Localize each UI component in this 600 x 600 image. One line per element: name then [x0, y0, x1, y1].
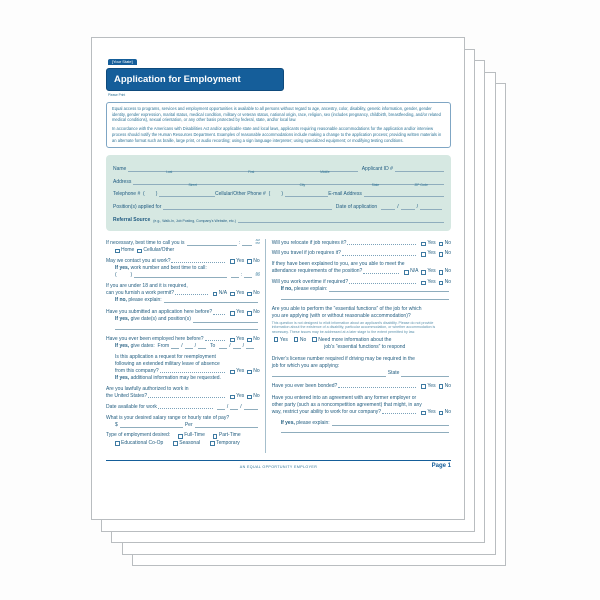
- essential-yes-checkbox[interactable]: [274, 337, 279, 342]
- overtime-yes-checkbox[interactable]: [421, 281, 426, 286]
- noncompete-line3: way, restrict your ability to work for our company? Yes No: [271, 409, 451, 416]
- to-year-line[interactable]: [246, 343, 254, 349]
- time-colon: :: [238, 239, 241, 246]
- authorized-line1: Are you lawfully authorized to work in: [106, 385, 189, 392]
- noncompete-explain-blank2[interactable]: [281, 427, 449, 433]
- address-zip-line[interactable]: [398, 178, 444, 185]
- position-row: [113, 197, 444, 210]
- authorized-yes-checkbox[interactable]: [230, 395, 235, 400]
- page-number: Page 1: [431, 462, 451, 469]
- essential-more-info-checkbox[interactable]: [312, 337, 317, 342]
- work-time-minute-line[interactable]: [244, 272, 252, 278]
- page-footer: [106, 460, 451, 473]
- street-sublabel: Street: [188, 182, 197, 187]
- educational-coop-checkbox[interactable]: [115, 441, 120, 446]
- home-checkbox[interactable]: [115, 249, 120, 254]
- under18-question-line2: can you furnish a work permit? N/A Yes No: [106, 289, 260, 296]
- app-date-day-line[interactable]: [401, 204, 415, 210]
- essential-functions-answers: Yes No Need more information about the job’s “essential functions” to respond: [272, 337, 451, 350]
- telephone-label: Telephone # ( ): [113, 191, 158, 198]
- best-time-minutes-line[interactable]: [242, 240, 252, 246]
- name-middle-sublabel: Middle: [320, 170, 330, 175]
- authorized-no-checkbox[interactable]: [247, 395, 252, 400]
- salary-question: What is your desired salary range or hourly rate of pay?: [106, 414, 230, 421]
- employed-no-checkbox[interactable]: [247, 338, 252, 343]
- license-state-blank[interactable]: [401, 371, 449, 377]
- overtime-question: Will you work overtime if required? Yes No: [271, 279, 451, 285]
- address-street-line[interactable]: [133, 178, 252, 185]
- equal-opportunity-note: AN EQUAL OPPORTUNITY EMPLOYER: [239, 464, 318, 469]
- employment-type-line2: Educational Co-Op Seasonal Temporary: [115, 439, 260, 446]
- noncompete-line1: Have you entered into an agreement with any former employer or: [271, 394, 417, 401]
- ada-paragraph: In accordance with the Americans with Disabilities Act and/or applicable state and local laws, applicants requiring reasonable accommodations for the application and/or interview process should notify the Human Resources Department. Examples of reasonable accommodations include making a change to the application process; providing written materials in an alternate format such as braille, large print, or audio recording; using a sign language interpreter; using specialized equipment; or modifying testing conditions.: [112, 126, 442, 143]
- name-last-line[interactable]: [128, 165, 210, 175]
- noncompete-explain-line: If yes, please explain:: [281, 419, 451, 426]
- phone-type-options: Home Cellular/Other: [115, 246, 260, 253]
- best-time-line[interactable]: [187, 240, 237, 246]
- referral-hint: (e.g., Walk-In, Job Posting, Company’s Website, etc.): [153, 218, 236, 223]
- from-year-line[interactable]: [198, 343, 206, 349]
- work-number-prompt: If yes, work number and best time to call:: [115, 264, 207, 271]
- reemployment-line3: from this company? Yes No: [115, 368, 260, 375]
- app-date-year-line[interactable]: [420, 204, 442, 210]
- work-number-blank[interactable]: [134, 272, 227, 278]
- travel-question: Will you travel if job requires it? Yes No: [271, 250, 451, 257]
- temporary-checkbox[interactable]: [210, 441, 215, 446]
- name-label: Name: [113, 166, 127, 173]
- applicant-id-label: Applicant ID #: [361, 166, 393, 173]
- permit-explain-line: If no, please explain:: [115, 296, 260, 303]
- bonded-question: Have you ever been bonded? Yes No: [271, 382, 451, 389]
- applied-detail-blank[interactable]: [193, 317, 258, 323]
- overtime-no-checkbox[interactable]: [439, 281, 444, 286]
- applied-detail-blank2[interactable]: [115, 324, 258, 330]
- address-state-line[interactable]: [353, 178, 399, 185]
- license-entry-line: State: [272, 369, 451, 376]
- state-tag: [Your State]: [108, 59, 137, 66]
- ampm-label: AM PM: [255, 239, 260, 246]
- reemployment-line1: Is this application a request for reemployment: [115, 353, 216, 360]
- disclaimer-box: [106, 102, 451, 148]
- salary-amount-line[interactable]: [120, 422, 183, 428]
- reemployment-note: If yes, additional information may be requested.: [115, 375, 221, 382]
- attendance-line2: attendance requirements of the position? N/A Yes No: [271, 268, 451, 275]
- permit-explain-blank[interactable]: [164, 297, 258, 303]
- attendance-yes-checkbox[interactable]: [421, 270, 426, 275]
- employment-type-line1: Type of employment desired: Full-Time Part-Time: [106, 432, 241, 439]
- state-sublabel: State: [371, 182, 380, 187]
- reemployment-no-checkbox[interactable]: [247, 370, 252, 375]
- cellular-line[interactable]: [285, 190, 328, 197]
- date-slash: /: [416, 203, 418, 210]
- equal-access-paragraph: Equal access to programs, services and employment opportunities is available to all persons without regard to age, ancestry, color, disability, genetic information, gender, gender identity, gender expression, marital status, medical condition, military or veteran status, national origin, race, religion, sex (includes pregnancy, childbirth, breastfeeding, and/or related medical conditions), sexual orientation, or any other basis protected by federal, state, and/or local law.: [112, 106, 441, 123]
- travel-yes-checkbox[interactable]: [421, 252, 426, 257]
- applied-detail-line2: [106, 323, 260, 330]
- noncompete-line2: other party (such as a noncompetition agreement) that might, in any: [271, 401, 422, 408]
- contact-work-yes-checkbox[interactable]: [230, 259, 235, 264]
- license-line2: job for which you are applying:: [271, 363, 340, 370]
- to-month-line[interactable]: [219, 343, 227, 349]
- noncompete-explain-blank[interactable]: [332, 420, 449, 426]
- essential-functions-line2: you are applying (with or without reasonable accommodation)?: [271, 312, 411, 319]
- address-label: Address: [113, 178, 132, 185]
- bonded-yes-checkbox[interactable]: [421, 384, 426, 389]
- form-title: Application for Employment: [114, 74, 241, 85]
- full-time-checkbox[interactable]: [178, 434, 183, 439]
- relocate-yes-checkbox[interactable]: [421, 242, 426, 247]
- applied-yes-checkbox[interactable]: [230, 311, 235, 316]
- name-first-line[interactable]: [210, 165, 292, 175]
- position-line[interactable]: [163, 203, 331, 210]
- noncompete-yes-checkbox[interactable]: [421, 411, 426, 416]
- applied-detail-line: If yes, give date(s) and position(s): [115, 316, 260, 323]
- overtime-explain-blank[interactable]: [329, 286, 449, 292]
- name-last-sublabel: Last: [166, 170, 173, 175]
- employed-before-question: Have you ever been employed here before? Yes No: [106, 335, 260, 342]
- bonded-no-checkbox[interactable]: [439, 384, 444, 389]
- applicant-id-line[interactable]: [395, 165, 444, 172]
- avail-month-line[interactable]: [217, 404, 225, 410]
- attendance-line1: If they have been explained to you, are you able to meet the: [271, 261, 405, 268]
- date-slash: /: [397, 203, 399, 210]
- part-time-checkbox[interactable]: [213, 434, 218, 439]
- address-city-line[interactable]: [252, 178, 353, 185]
- cellular-label: Cellular/Other Phone # ( ): [214, 191, 284, 198]
- city-sublabel: City: [299, 182, 306, 187]
- essential-functions-line1: Are you able to perform the “essential functions” of the job for which: [271, 305, 422, 312]
- reemployment-yes-checkbox[interactable]: [230, 370, 235, 375]
- salary-line: $ Per: [115, 421, 260, 428]
- time-colon: :: [240, 272, 243, 278]
- attendance-na-checkbox[interactable]: [404, 270, 409, 275]
- name-first-sublabel: First: [248, 170, 255, 175]
- work-number-line: ( ) : AM PM: [115, 271, 260, 278]
- print-note: Please Print: [108, 92, 126, 97]
- contact-work-no-checkbox[interactable]: [247, 259, 252, 264]
- overtime-explain-blank2[interactable]: [281, 294, 449, 300]
- salary-per-line[interactable]: [195, 422, 258, 428]
- cellular-other-checkbox[interactable]: [137, 249, 142, 254]
- reemployment-line2: following an extended military leave of absence: [115, 360, 220, 367]
- avail-year-line[interactable]: [244, 404, 258, 410]
- work-time-hour-line[interactable]: [231, 272, 239, 278]
- contact-at-work-question: May we contact you at work? Yes No: [106, 257, 260, 264]
- under18-question-line1: If you are under 18 and it is required,: [106, 282, 188, 289]
- noncompete-no-checkbox[interactable]: [439, 411, 444, 416]
- right-column: [265, 239, 451, 453]
- attendance-no-checkbox[interactable]: [439, 270, 444, 275]
- authorized-line2: the United States? Yes No: [106, 393, 260, 400]
- zip-sublabel: ZIP Code: [414, 182, 428, 187]
- identity-section: [106, 155, 451, 231]
- permit-no-checkbox[interactable]: [247, 292, 252, 297]
- avail-day-line[interactable]: [230, 404, 238, 410]
- overtime-explain-line2: [272, 292, 451, 299]
- permit-yes-checkbox[interactable]: [230, 292, 235, 297]
- to-day-line[interactable]: [233, 343, 241, 349]
- email-line[interactable]: [364, 190, 444, 197]
- travel-no-checkbox[interactable]: [439, 252, 444, 257]
- essential-no-checkbox[interactable]: [294, 337, 299, 342]
- license-number-blank[interactable]: [272, 371, 386, 377]
- from-month-line[interactable]: [171, 343, 179, 349]
- left-column: [106, 239, 265, 453]
- seasonal-checkbox[interactable]: [173, 441, 178, 446]
- permit-na-checkbox[interactable]: [213, 292, 218, 297]
- application-date-label: Date of application: [335, 203, 378, 210]
- referral-source-label: Referral Source: [113, 216, 151, 223]
- applied-before-question: Have you submitted an application here before? Yes No: [106, 309, 260, 316]
- app-date-month-line[interactable]: [381, 204, 395, 210]
- noncompete-explain-line2: [272, 426, 451, 433]
- date-available-line: Date available for work / /: [106, 403, 260, 410]
- position-label: Position(s) applied for: [113, 203, 162, 210]
- form-page-1: [91, 37, 465, 520]
- form-title-bar: [106, 68, 284, 91]
- name-middle-line[interactable]: [292, 165, 358, 175]
- from-day-line[interactable]: [185, 343, 193, 349]
- ampm-label: AM PM: [255, 271, 260, 278]
- email-label: E-mail Address: [328, 191, 362, 198]
- overtime-explain-line: If no, please explain:: [281, 285, 451, 292]
- relocate-question: Will you relocate if job requires it? Yes No: [271, 239, 451, 246]
- employed-yes-checkbox[interactable]: [230, 338, 235, 343]
- name-row: [113, 160, 444, 173]
- license-line1: Driver’s license number required if driving may be required in the: [271, 355, 415, 362]
- essential-functions-fine-print: This question is not designed to elicit information about an applicant's disability. Please do not provide information about the existence of a disability, particular accommodation, or whether accommodation is necessary. These issues may be addressed at a later stage to the extent permitted by law.: [271, 320, 436, 335]
- best-time-question: If necessary, best time to call you is : AM PM: [106, 239, 260, 246]
- relocate-no-checkbox[interactable]: [439, 242, 444, 247]
- employed-dates-line: If yes, give dates: From / / To / /: [115, 342, 260, 349]
- question-columns: [106, 239, 451, 453]
- referral-row: [113, 210, 444, 223]
- referral-line[interactable]: [238, 216, 444, 223]
- telephone-line[interactable]: [159, 190, 215, 197]
- applied-no-checkbox[interactable]: [247, 311, 252, 316]
